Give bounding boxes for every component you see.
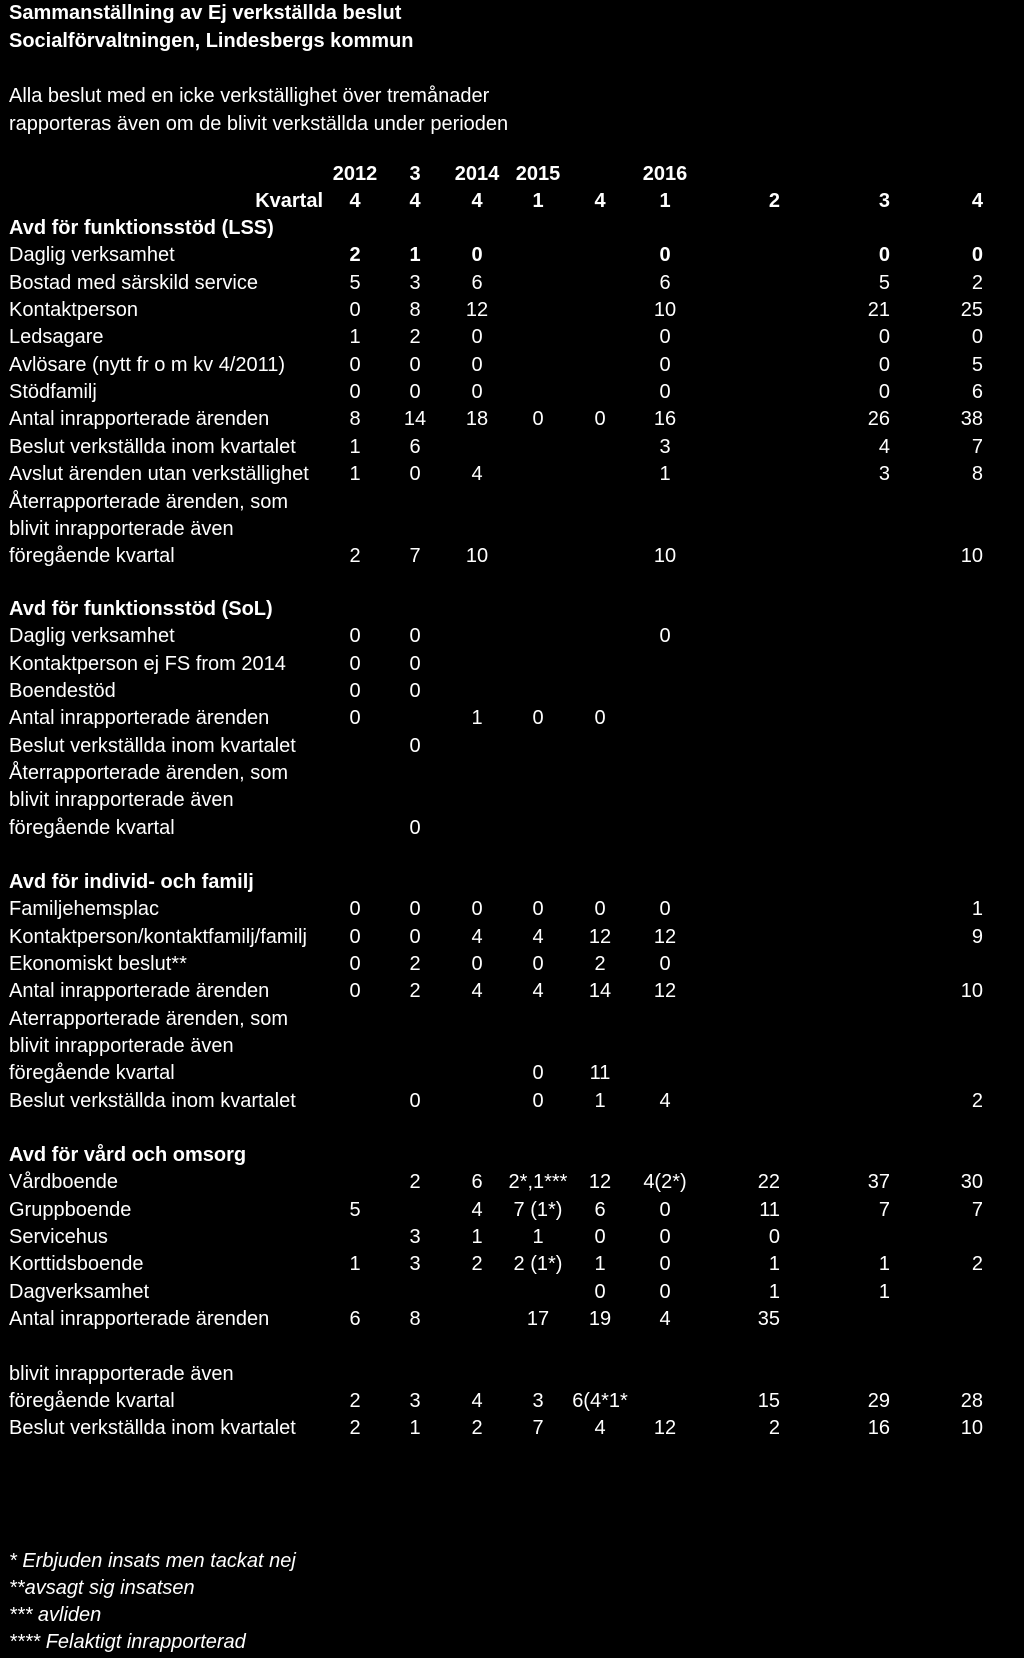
table-cell: 2 — [594, 953, 606, 975]
table-cell: 0 — [471, 953, 483, 975]
row-label: Aterrapporterade ärenden, som — [9, 1008, 289, 1030]
table-cell: 1 — [878, 1281, 890, 1303]
table-row — [0, 1196, 1024, 1224]
table-cell: 0 — [409, 1090, 421, 1112]
row-label: Beslut verkställda inom kvartalet — [9, 1417, 296, 1439]
table-row — [0, 1414, 1024, 1442]
table-cell: 4 — [971, 190, 983, 212]
table-cell: 6 — [594, 1199, 606, 1221]
table-cell: 28 — [960, 1390, 983, 1412]
row-label: Korttidsboende — [9, 1253, 144, 1275]
table-cell: 0 — [878, 354, 890, 376]
table-cell: 14 — [403, 408, 427, 430]
table-cell: 0 — [532, 408, 544, 430]
table-cell: 4 — [471, 1390, 483, 1412]
table-row — [0, 895, 1024, 923]
table-cell: 5 — [971, 354, 983, 376]
table-cell: 2 — [768, 1417, 780, 1439]
table-cell: 3 — [659, 436, 671, 458]
table-cell: 2 — [349, 545, 361, 567]
table-row — [0, 1250, 1024, 1278]
row-label: Antal inrapporterade ärenden — [9, 1308, 270, 1330]
table-cell: 5 — [878, 272, 890, 294]
table-cell: 8 — [349, 408, 361, 430]
table-cell: 4 — [594, 190, 606, 212]
table-cell: 12 — [465, 299, 489, 321]
table-cell: 0 — [878, 244, 890, 266]
table-cell: 3 — [409, 1226, 421, 1248]
table-cell: 4 — [471, 980, 483, 1002]
table-cell: 10 — [960, 545, 983, 567]
table-cell: 1 — [409, 244, 421, 266]
row-label: föregående kvartal — [9, 545, 175, 567]
table-cell: 7 (1*) — [513, 1199, 563, 1221]
table-cell: 0 — [532, 1062, 544, 1084]
table-cell: 3 — [409, 272, 421, 294]
row-label: Servicehus — [9, 1226, 108, 1248]
table-cell: 7 — [971, 436, 983, 458]
row-label: Ekonomiskt beslut** — [9, 953, 187, 975]
table-cell: 0 — [659, 1281, 671, 1303]
table-cell: 9 — [971, 926, 983, 948]
table-cell: 0 — [349, 680, 361, 702]
table-cell: 0 — [594, 707, 606, 729]
footnote: **** Felaktigt inrapporterad — [9, 1631, 246, 1653]
table-cell: 38 — [960, 408, 983, 430]
table-cell: 0 — [659, 953, 671, 975]
section-heading-text: Avd för funktionsstöd (SoL) — [9, 598, 273, 620]
table-cell: 0 — [659, 354, 671, 376]
table-cell: 2 — [409, 980, 421, 1002]
intro-text-line1: Alla beslut med en icke verkställighet över tremånader — [9, 85, 490, 107]
table-cell: 8 — [409, 299, 421, 321]
table-cell: 8 — [971, 463, 983, 485]
table-cell: 1 — [532, 190, 544, 212]
table-cell: 2 — [409, 1171, 421, 1193]
table-cell: 1 — [349, 436, 361, 458]
table-cell: 2 — [768, 190, 780, 212]
table-cell: 4 — [659, 1308, 671, 1330]
table-cell: 12 — [653, 926, 677, 948]
row-label: Familjehemsplac — [9, 898, 160, 920]
table-row — [0, 405, 1024, 433]
table-cell: 0 — [409, 625, 421, 647]
table-cell: 2 — [471, 1417, 483, 1439]
report-subtitle: Socialförvaltningen, Lindesbergs kommun — [9, 30, 414, 52]
table-row — [0, 622, 1024, 650]
table-row — [0, 1387, 1024, 1415]
table-cell: 0 — [659, 1253, 671, 1275]
row-label: föregående kvartal — [9, 1390, 175, 1412]
table-cell: 0 — [349, 653, 361, 675]
table-cell: 11 — [589, 1062, 611, 1084]
table-cell: 35 — [757, 1308, 780, 1330]
table-cell: 10 — [960, 980, 983, 1002]
table-cell: 1 — [409, 1417, 421, 1439]
table-row — [0, 759, 1024, 787]
row-label: Boendestöd — [9, 680, 116, 702]
kvartal-label: Kvartal — [255, 190, 323, 212]
table-cell: 0 — [532, 898, 544, 920]
table-cell: 16 — [867, 1417, 890, 1439]
row-label: blivit inrapporterade även — [9, 789, 234, 811]
table-cell: 16 — [653, 408, 677, 430]
table-cell: 3 — [878, 190, 890, 212]
table-cell: 6 — [471, 272, 483, 294]
table-cell: 0 — [594, 1281, 606, 1303]
table-row — [0, 814, 1024, 842]
table-cell: 3 — [878, 463, 890, 485]
table-cell: 0 — [349, 707, 361, 729]
table-cell: 6(4*1* — [572, 1390, 628, 1412]
year-header-row — [0, 160, 1024, 188]
row-label: Gruppboende — [9, 1199, 132, 1221]
table-row — [0, 378, 1024, 406]
table-cell: 2 — [971, 1253, 983, 1275]
table-cell: 0 — [349, 299, 361, 321]
table-cell: 2012 — [332, 163, 378, 185]
table-cell: 7 — [878, 1199, 890, 1221]
table-cell: 0 — [659, 326, 671, 348]
table-cell: 6 — [971, 381, 983, 403]
table-cell: 0 — [532, 1090, 544, 1112]
table-cell: 29 — [867, 1390, 890, 1412]
table-row — [0, 650, 1024, 678]
table-cell: 1 — [349, 1253, 361, 1275]
report-title: Sammanställning av Ej verkställda beslut — [9, 2, 402, 24]
table-cell: 0 — [349, 354, 361, 376]
table-cell: 0 — [659, 1199, 671, 1221]
table-cell: 2014 — [454, 163, 500, 185]
footnote: **avsagt sig insatsen — [9, 1577, 195, 1599]
table-cell: 1 — [659, 190, 671, 212]
table-cell: 0 — [409, 817, 421, 839]
table-cell: 4 — [532, 980, 544, 1002]
table-cell: 4 — [878, 436, 890, 458]
table-cell: 0 — [971, 244, 983, 266]
kvartal-header-row — [0, 187, 1024, 215]
row-label: föregående kvartal — [9, 1062, 175, 1084]
table-cell: 2 — [349, 1417, 361, 1439]
row-label: Daglig verksamhet — [9, 244, 175, 266]
row-label: Antal inrapporterade ärenden — [9, 408, 270, 430]
table-cell: 37 — [867, 1171, 890, 1193]
section-heading-text: Avd för vård och omsorg — [9, 1144, 247, 1166]
table-row — [0, 732, 1024, 760]
row-label: Återrapporterade ärenden, som — [9, 762, 289, 784]
table-cell: 21 — [867, 299, 890, 321]
table-cell: 4 — [349, 190, 361, 212]
table-cell: 0 — [768, 1226, 780, 1248]
table-cell: 0 — [349, 926, 361, 948]
table-cell: 18 — [465, 408, 489, 430]
table-cell: 0 — [471, 898, 483, 920]
row-label: Bostad med särskild service — [9, 272, 258, 294]
table-row — [0, 786, 1024, 814]
table-cell: 1 — [768, 1281, 780, 1303]
row-label: Avlösare (nytt fr o m kv 4/2011) — [9, 354, 286, 376]
table-cell: 30 — [960, 1171, 983, 1193]
table-cell: 0 — [409, 354, 421, 376]
table-cell: 0 — [349, 625, 361, 647]
table-cell: 0 — [409, 680, 421, 702]
table-row — [0, 923, 1024, 951]
table-cell: 12 — [653, 980, 677, 1002]
row-label: Beslut verkställda inom kvartalet — [9, 735, 296, 757]
table-row — [0, 977, 1024, 1005]
table-cell: 6 — [409, 436, 421, 458]
table-cell: 0 — [409, 926, 421, 948]
table-cell: 2 — [471, 1253, 483, 1275]
row-label: Daglig verksamhet — [9, 625, 175, 647]
table-cell: 15 — [757, 1390, 780, 1412]
table-cell: 25 — [960, 299, 983, 321]
table-row — [0, 1278, 1024, 1306]
table-cell: 6 — [349, 1308, 361, 1330]
table-cell: 0 — [409, 735, 421, 757]
row-label: Kontaktperson — [9, 299, 138, 321]
table-cell: 6 — [659, 272, 671, 294]
table-row — [0, 241, 1024, 269]
table-cell: 2015 — [515, 163, 561, 185]
table-cell: 1 — [594, 1253, 606, 1275]
table-cell: 7 — [971, 1199, 983, 1221]
table-row — [0, 1032, 1024, 1060]
table-cell: 7 — [532, 1417, 544, 1439]
table-row — [0, 1360, 1024, 1388]
table-cell: 6 — [471, 1171, 483, 1193]
table-cell: 4 — [409, 190, 421, 212]
table-cell: 11 — [759, 1199, 780, 1221]
table-cell: 17 — [526, 1308, 550, 1330]
row-label: Antal inrapporterade ärenden — [9, 980, 270, 1002]
table-cell: 3 — [532, 1390, 544, 1412]
table-cell: 0 — [659, 381, 671, 403]
row-label: blivit inrapporterade även — [9, 1035, 234, 1057]
row-label: Kontaktperson/kontaktfamilj/familj — [9, 926, 307, 948]
table-cell: 0 — [471, 326, 483, 348]
table-cell: 2 (1*) — [513, 1253, 563, 1275]
section-heading — [0, 868, 1024, 896]
table-cell: 1 — [471, 1226, 483, 1248]
table-row — [0, 1087, 1024, 1115]
table-cell: 1 — [471, 707, 483, 729]
table-cell: 0 — [471, 354, 483, 376]
table-cell: 22 — [757, 1171, 780, 1193]
section-heading-text: Avd för individ- och familj — [9, 871, 254, 893]
table-row — [0, 296, 1024, 324]
table-cell: 0 — [471, 381, 483, 403]
table-cell: 0 — [349, 980, 361, 1002]
row-label: Dagverksamhet — [9, 1281, 150, 1303]
table-cell: 1 — [349, 326, 361, 348]
table-cell: 4 — [594, 1417, 606, 1439]
table-cell: 0 — [878, 381, 890, 403]
row-label: Kontaktperson ej FS from 2014 — [9, 653, 286, 675]
table-cell: 2 — [349, 244, 361, 266]
row-label: blivit inrapporterade även — [9, 518, 234, 540]
table-cell: 3 — [409, 1253, 421, 1275]
table-cell: 2 — [349, 1390, 361, 1412]
table-cell: 0 — [409, 653, 421, 675]
table-cell: 12 — [588, 1171, 612, 1193]
row-label: Antal inrapporterade ärenden — [9, 707, 270, 729]
table-cell: 0 — [594, 1226, 606, 1248]
table-row — [0, 1223, 1024, 1251]
table-cell: 5 — [349, 1199, 361, 1221]
table-cell: 10 — [960, 1417, 983, 1439]
table-cell: 3 — [409, 1390, 421, 1412]
table-cell: 1 — [971, 898, 983, 920]
table-cell: 10 — [465, 545, 489, 567]
table-row — [0, 460, 1024, 488]
table-cell: 0 — [349, 381, 361, 403]
table-row — [0, 704, 1024, 732]
table-cell: 1 — [532, 1226, 544, 1248]
footnote: * Erbjuden insats men tackat nej — [9, 1550, 296, 1572]
table-cell: 0 — [594, 898, 606, 920]
table-row — [0, 351, 1024, 379]
row-label: Stödfamilj — [9, 381, 97, 403]
table-row — [0, 950, 1024, 978]
table-cell: 2*,1*** — [508, 1171, 568, 1193]
section-heading — [0, 1141, 1024, 1169]
table-cell: 4 — [471, 463, 483, 485]
table-cell: 0 — [971, 326, 983, 348]
table-cell: 0 — [471, 244, 483, 266]
table-row — [0, 1005, 1024, 1033]
table-cell: 1 — [349, 463, 361, 485]
row-label: Vårdboende — [9, 1171, 118, 1193]
table-cell: 2 — [409, 953, 421, 975]
table-cell: 4 — [659, 1090, 671, 1112]
row-label: Ledsagare — [9, 326, 104, 348]
row-label: Återrapporterade ärenden, som — [9, 491, 289, 513]
table-cell: 0 — [349, 953, 361, 975]
table-cell: 3 — [409, 163, 421, 185]
table-cell: 0 — [409, 463, 421, 485]
table-row — [0, 677, 1024, 705]
table-cell: 19 — [588, 1308, 612, 1330]
table-row — [0, 1168, 1024, 1196]
table-cell: 0 — [659, 625, 671, 647]
row-label: Avslut ärenden utan verkställighet — [9, 463, 309, 485]
table-cell: 2 — [971, 1090, 983, 1112]
table-cell: 1 — [659, 463, 671, 485]
table-cell: 10 — [653, 299, 677, 321]
table-cell: 2016 — [642, 163, 688, 185]
table-cell: 2 — [971, 272, 983, 294]
table-cell: 0 — [594, 408, 606, 430]
row-label: Beslut verkställda inom kvartalet — [9, 436, 296, 458]
table-cell: 0 — [349, 898, 361, 920]
table-cell: 26 — [867, 408, 890, 430]
table-cell: 0 — [409, 898, 421, 920]
table-row — [0, 1332, 1024, 1360]
table-cell: 0 — [659, 244, 671, 266]
table-row — [0, 323, 1024, 351]
table-cell: 1 — [878, 1253, 890, 1275]
section-heading — [0, 595, 1024, 623]
table-cell: 14 — [588, 980, 612, 1002]
table-cell: 0 — [409, 381, 421, 403]
table-row — [0, 269, 1024, 297]
table-cell: 2 — [409, 326, 421, 348]
row-label: Beslut verkställda inom kvartalet — [9, 1090, 296, 1112]
table-row — [0, 1305, 1024, 1333]
table-row — [0, 488, 1024, 516]
table-cell: 10 — [653, 545, 677, 567]
row-label: föregående kvartal — [9, 817, 175, 839]
table-cell: 4 — [471, 190, 483, 212]
table-cell: 4 — [471, 1199, 483, 1221]
table-cell: 0 — [659, 1226, 671, 1248]
table-cell: 12 — [653, 1417, 677, 1439]
table-cell: 7 — [409, 545, 421, 567]
section-heading-text: Avd för funktionsstöd (LSS) — [9, 217, 274, 239]
table-cell: 12 — [588, 926, 612, 948]
table-cell: 1 — [768, 1253, 780, 1275]
table-cell: 8 — [409, 1308, 421, 1330]
table-cell: 0 — [878, 326, 890, 348]
table-cell: 1 — [594, 1090, 606, 1112]
row-label: blivit inrapporterade även — [9, 1363, 234, 1385]
table-cell: 0 — [532, 953, 544, 975]
section-heading — [0, 214, 1024, 242]
table-cell: 5 — [349, 272, 361, 294]
intro-text-line2: rapporteras även om de blivit verkställda under perioden — [9, 113, 509, 135]
table-row — [0, 542, 1024, 570]
footnote: *** avliden — [9, 1604, 102, 1626]
table-cell: 4(2*) — [643, 1171, 687, 1193]
table-cell: 0 — [659, 898, 671, 920]
table-cell: 0 — [532, 707, 544, 729]
table-row — [0, 433, 1024, 461]
table-cell: 4 — [532, 926, 544, 948]
table-cell: 4 — [471, 926, 483, 948]
table-row — [0, 515, 1024, 543]
table-row — [0, 1059, 1024, 1087]
